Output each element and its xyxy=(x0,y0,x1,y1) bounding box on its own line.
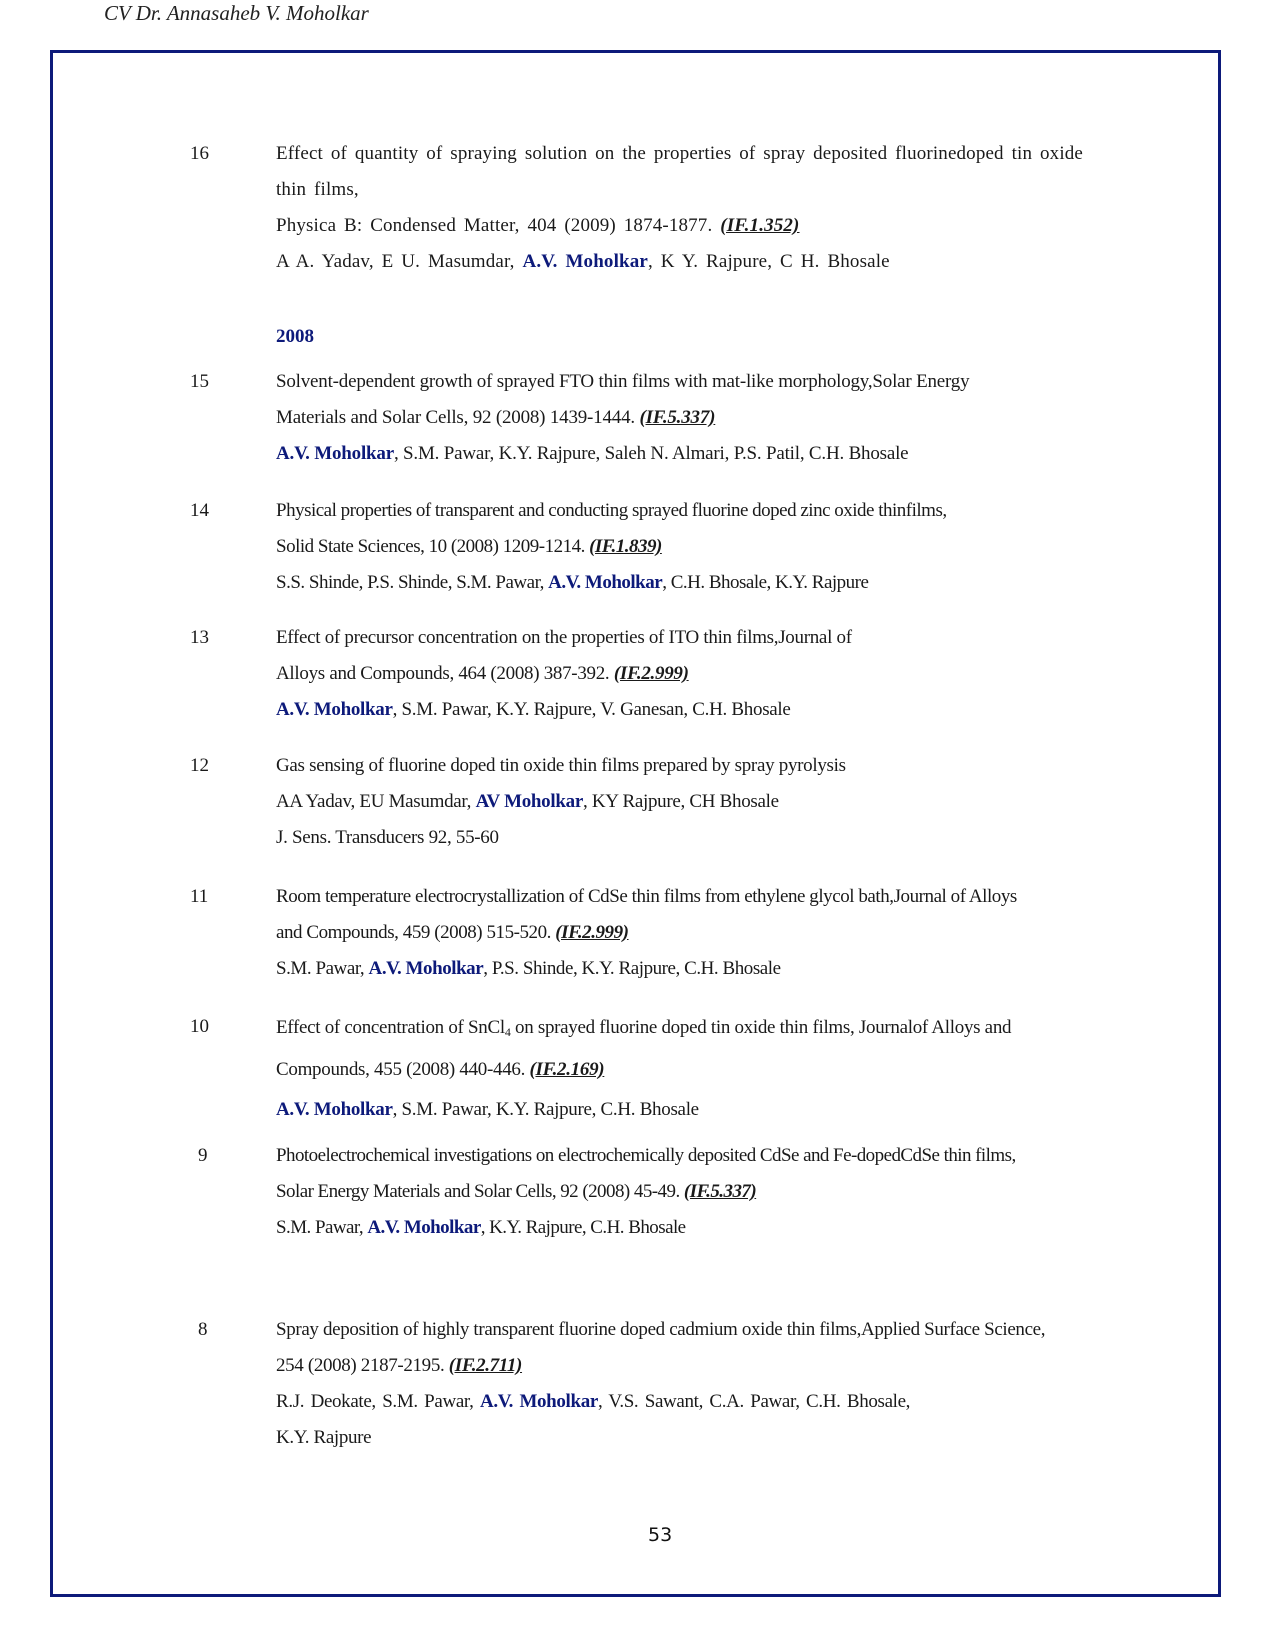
entry-journal xyxy=(276,1348,1176,1384)
entry-authors xyxy=(276,951,1176,987)
impact-factor: (IF.1.839) xyxy=(589,536,662,557)
impact-factor: (IF.2.999) xyxy=(555,922,629,943)
authors-after: , K Y. Rajpure, C H. Bhosale xyxy=(647,251,890,272)
page-number: 53 xyxy=(648,1524,673,1546)
entry-title: Spray deposition of highly transparent fluorine doped cadmium oxide thin films,Applied Surface Science, xyxy=(276,1319,1046,1340)
title-text: of Alloys and xyxy=(912,1017,1012,1038)
authors-before: S.S. Shinde, P.S. Shinde, S.M. Pawar, xyxy=(276,572,549,593)
authors-before: R.J. Deokate, S.M. Pawar, xyxy=(276,1391,480,1412)
title-text: on sprayed fluorine doped tin oxide thin films, Journal xyxy=(510,1017,913,1038)
authors-before: AA Yadav, EU Masumdar, xyxy=(276,791,476,812)
entry-title: Photoelectrochemical investigations on electrochemically deposited CdSe and Fe-dopedCdSe thin films, xyxy=(276,1145,1016,1166)
journal-citation: and Compounds, 459 (2008) 515-520. xyxy=(276,922,556,943)
entry-number: 9 xyxy=(198,1145,208,1166)
highlighted-author: A.V. Moholkar xyxy=(522,251,648,272)
entry-journal xyxy=(276,208,1176,244)
entry-title: Solvent-dependent growth of sprayed FTO thin films with mat-like morphology,Solar Energy xyxy=(276,371,970,392)
entry-journal xyxy=(276,529,1176,565)
entry-number: 12 xyxy=(190,755,209,776)
entry-journal xyxy=(276,915,1176,951)
entry-journal xyxy=(276,1051,1176,1088)
entry-number: 11 xyxy=(190,886,209,907)
entry-title-cont: thin films, xyxy=(276,179,359,200)
entry-authors xyxy=(276,1384,1176,1420)
entry-title: Physical properties of transparent and conducting sprayed fluorine doped zinc oxide thinfilms, xyxy=(276,500,947,521)
entry-journal xyxy=(276,400,1176,436)
highlighted-author: A.V. Moholkar xyxy=(548,572,663,593)
running-header: CV Dr. Annasaheb V. Moholkar xyxy=(104,1,369,25)
authors-after: , P.S. Shinde, K.Y. Rajpure, C.H. Bhosale xyxy=(483,958,781,979)
entry-title: Room temperature electrocrystallization of CdSe thin films from ethylene glycol bath,Journal of Alloys xyxy=(276,886,1017,907)
entry-authors xyxy=(276,692,1176,728)
impact-factor: (IF.2.999) xyxy=(613,663,689,684)
highlighted-author: A.V. Moholkar xyxy=(479,1391,598,1412)
impact-factor: (IF.2.169) xyxy=(529,1059,605,1080)
journal-citation: Solid State Sciences, 10 (2008) 1209-1214. xyxy=(276,536,590,557)
journal-citation: 254 (2008) 2187-2195. xyxy=(276,1355,449,1376)
entry-authors xyxy=(276,244,1176,280)
entry-authors xyxy=(276,565,1176,601)
entry-authors-cont: K.Y. Rajpure xyxy=(276,1427,372,1448)
authors-after: , K.Y. Rajpure, C.H. Bhosale xyxy=(480,1217,686,1238)
entry-number: 14 xyxy=(190,500,209,521)
journal-citation: Solar Energy Materials and Solar Cells, 92 (2008) 45-49. xyxy=(276,1181,684,1202)
authors-after: , C.H. Bhosale, K.Y. Rajpure xyxy=(662,572,869,593)
entry-authors xyxy=(276,784,1176,820)
entry-title: Gas sensing of fluorine doped tin oxide thin films prepared by spray pyrolysis xyxy=(276,755,846,776)
year-heading: 2008 xyxy=(276,326,314,347)
entry-number: 16 xyxy=(190,143,209,164)
highlighted-author: AV Moholkar xyxy=(475,791,583,812)
subscript: 4 xyxy=(504,1025,511,1039)
highlighted-author: A.V. Moholkar xyxy=(276,443,394,464)
authors-before: S.M. Pawar, xyxy=(276,1217,368,1238)
authors-after: , V.S. Sawant, C.A. Pawar, C.H. Bhosale, xyxy=(597,1391,911,1412)
authors-after: , S.M. Pawar, K.Y. Rajpure, Saleh N. Almari, P.S. Patil, C.H. Bhosale xyxy=(393,443,909,464)
authors-after: , KY Rajpure, CH Bhosale xyxy=(582,791,779,812)
entry-number: 15 xyxy=(190,371,209,392)
highlighted-author: A.V. Moholkar xyxy=(367,1217,481,1238)
highlighted-author: A.V. Moholkar xyxy=(276,1099,393,1120)
entry-authors xyxy=(276,436,1176,472)
authors-after: , S.M. Pawar, K.Y. Rajpure, C.H. Bhosale xyxy=(392,1099,699,1120)
entry-number: 8 xyxy=(198,1319,208,1340)
highlighted-author: A.V. Moholkar xyxy=(368,958,484,979)
entry-journal xyxy=(276,656,1176,692)
journal-citation: Physica B: Condensed Matter, 404 (2009) 1874-1877. xyxy=(276,215,721,236)
impact-factor: (IF.5.337) xyxy=(683,1181,757,1202)
journal-citation: Alloys and Compounds, 464 (2008) 387-392. xyxy=(276,663,614,684)
impact-factor: (IF.2.711) xyxy=(448,1355,523,1376)
entry-authors xyxy=(276,1091,1176,1128)
entry-title: Effect of quantity of spraying solution on the properties of spray deposited fluorinedoped tin oxide xyxy=(276,143,1083,164)
impact-factor: (IF.5.337) xyxy=(639,407,716,428)
entry-authors xyxy=(276,1210,1176,1246)
journal-citation: Materials and Solar Cells, 92 (2008) 1439-1444. xyxy=(276,407,640,428)
entry-journal: J. Sens. Transducers 92, 55-60 xyxy=(276,827,499,848)
journal-citation: Compounds, 455 (2008) 440-446. xyxy=(276,1059,530,1080)
authors-after: , S.M. Pawar, K.Y. Rajpure, V. Ganesan, C.H. Bhosale xyxy=(392,699,791,720)
entry-number: 10 xyxy=(190,1016,209,1037)
authors-before: S.M. Pawar, xyxy=(276,958,369,979)
title-text: Effect of concentration of SnCl xyxy=(276,1017,505,1038)
entry-title xyxy=(276,1009,1176,1051)
entry-title: Effect of precursor concentration on the properties of ITO thin films,Journal of xyxy=(276,627,852,648)
impact-factor: (IF.1.352) xyxy=(720,215,800,236)
entry-number: 13 xyxy=(190,627,209,648)
authors-before: A A. Yadav, E U. Masumdar, xyxy=(276,251,523,272)
highlighted-author: A.V. Moholkar xyxy=(276,699,393,720)
entry-journal xyxy=(276,1174,1176,1210)
